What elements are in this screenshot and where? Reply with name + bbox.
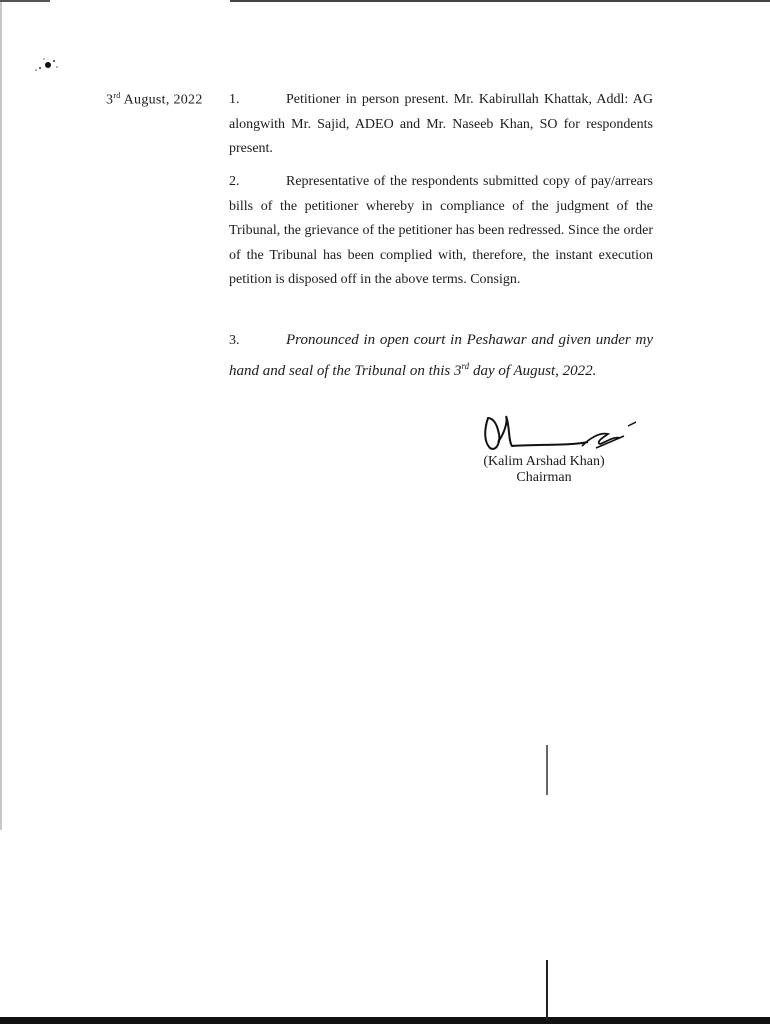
order-date: 3rd August, 2022 [106, 91, 203, 108]
scan-artifact-line [546, 745, 548, 795]
paragraph-3 [229, 328, 653, 383]
paragraph-1 [229, 88, 653, 162]
paragraph-superscript: rd [461, 360, 470, 371]
scan-artifact-line [546, 960, 548, 1020]
paragraph-number: 3. [229, 333, 240, 348]
scan-border-left [0, 0, 2, 830]
paragraph-number: 2. [229, 174, 240, 189]
signature [478, 412, 643, 457]
scan-border-top [230, 0, 770, 2]
signatory-name: (Kalim Arshad Khan) [483, 454, 605, 469]
paragraph-text: Pronounced in open court in Peshawar and given under my hand and seal of the Tribunal on this 3 [229, 332, 653, 379]
scan-border-bottom [0, 1017, 770, 1024]
scan-border-top-left [0, 0, 50, 2]
paragraph-text: Representative of the respondents submitted copy of pay/arrears bills of the petitioner whereby in compliance of the judgment of the Tribunal, the grievance of the petitioner has been redressed. Since the order of the Tribunal has been complied with, therefore, the instant execution petition is disposed off in the above terms. Consign. [229, 174, 653, 287]
paragraph-2 [229, 170, 653, 293]
paragraph-text-end: day of August, 2022. [469, 362, 597, 379]
paragraph-text: Petitioner in person present. Mr. Kabirullah Khattak, Addl: AG alongwith Mr. Sajid, ADEO and Mr. Naseeb Khan, SO for respondents present. [229, 92, 653, 156]
ink-spot-icon [32, 55, 60, 75]
paragraph-number: 1. [229, 92, 240, 107]
signatory-title: Chairman [516, 470, 572, 485]
